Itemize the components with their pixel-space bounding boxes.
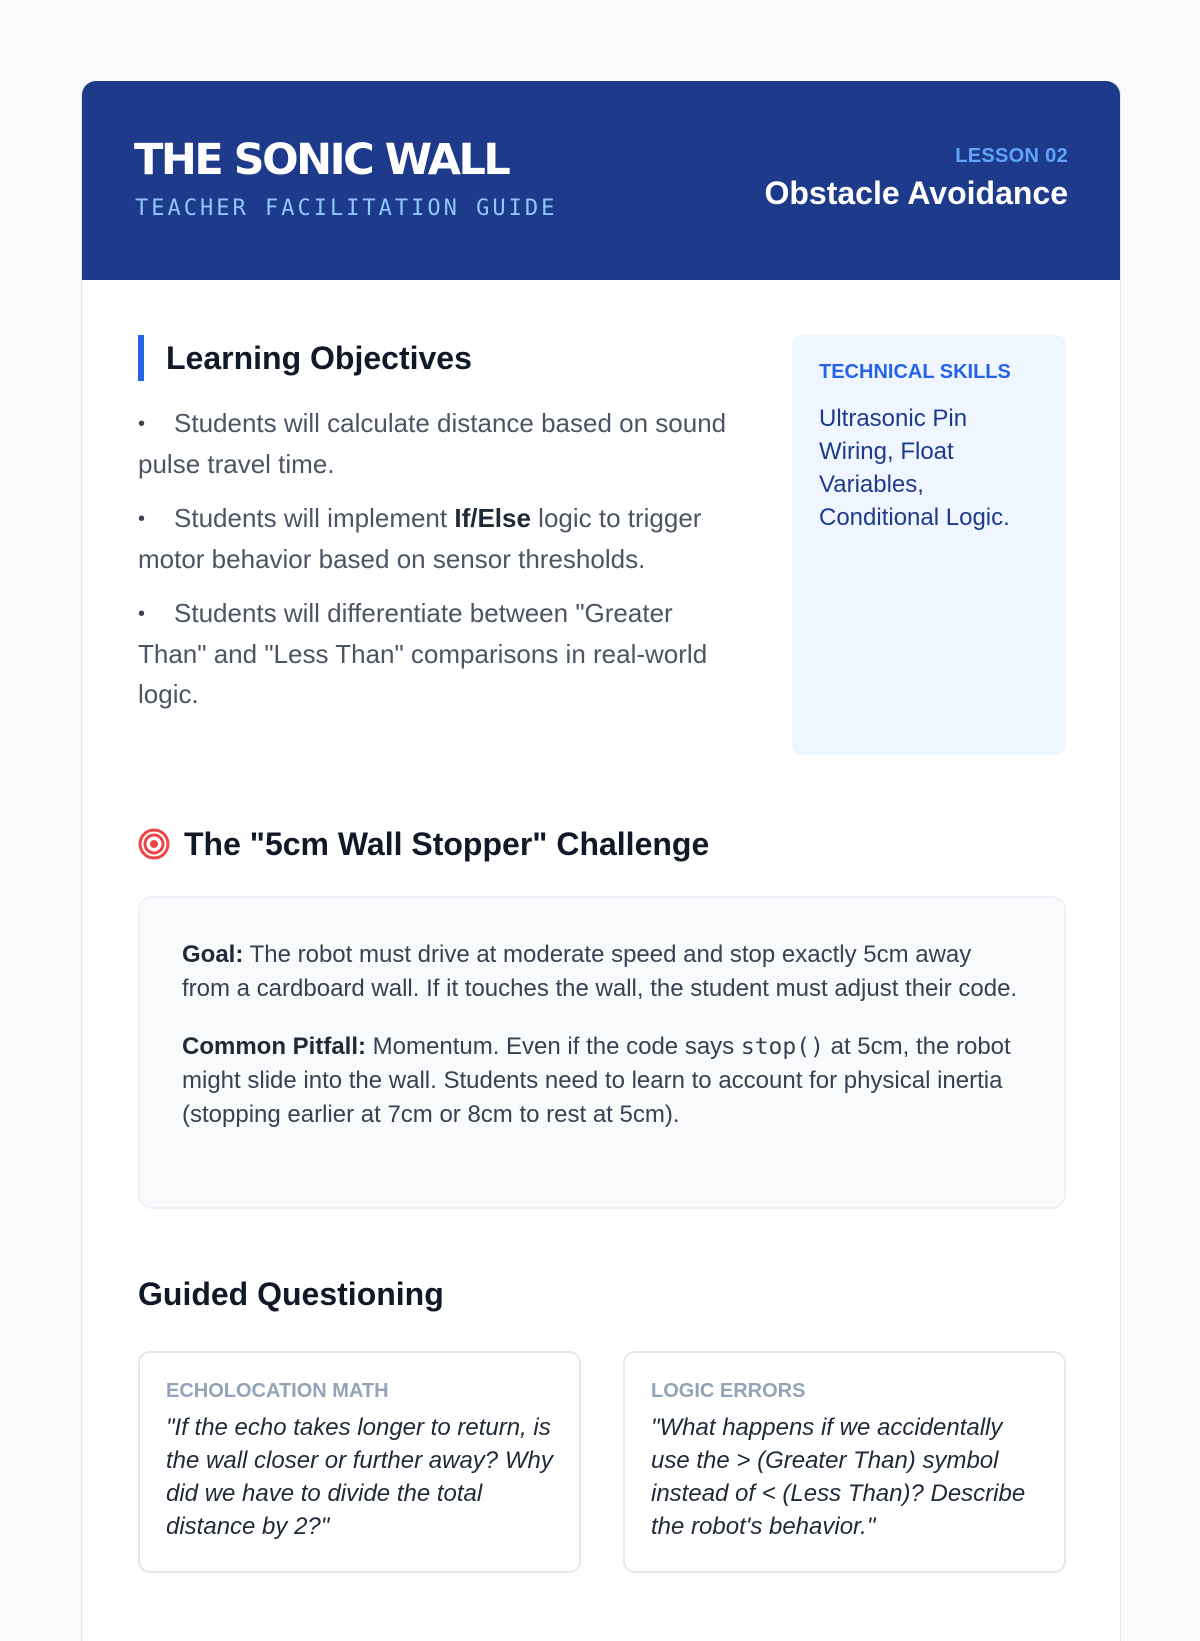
objectives-list — [138, 403, 738, 714]
question-card-label: ECHOLOCATION MATH — [166, 1380, 389, 1402]
lesson-guide-page — [81, 81, 1121, 1641]
question-card-text: "If the echo takes longer to return, is the wall closer or further away? Why did we have to divide the total distance by 2?" — [166, 1414, 553, 1540]
guide-subtitle: TEACHER FACILITATION GUIDE — [135, 196, 558, 221]
challenge-pitfall — [182, 1030, 1022, 1132]
list-item — [138, 593, 738, 714]
challenge-panel — [138, 896, 1066, 1209]
challenge-heading: The "5cm Wall Stopper" Challenge — [184, 825, 710, 862]
question-card-text: "What happens if we accidentally use the > (Greater Than) symbol instead of < (Less Than)? Describe the robot's behavior." — [651, 1414, 1026, 1540]
pitfall-code: stop() — [740, 1034, 824, 1060]
goal-text: The robot must drive at moderate speed and stop exactly 5cm away from a cardboard wall. If it touches the wall, the student must adjust their code. — [182, 941, 1018, 1002]
guided-questioning-heading: Guided Questioning — [138, 1276, 444, 1312]
technical-skills-panel — [792, 335, 1066, 755]
target-icon — [138, 828, 170, 860]
objective-text-end: logic to trigger motor behavior based on sensor thresholds. — [138, 503, 702, 574]
bullet-icon: • — [138, 603, 146, 625]
technical-skills-text: Ultrasonic Pin Wiring, Float Variables, Conditional Logic. — [819, 405, 1010, 531]
list-item — [138, 403, 738, 484]
technical-skills-heading: TECHNICAL SKILLS — [819, 361, 1011, 383]
question-card-logic-errors — [623, 1351, 1066, 1573]
goal-label: Goal: — [182, 941, 244, 968]
pitfall-text-start: Momentum. Even if the code says — [366, 1033, 741, 1060]
learning-objectives-section — [138, 335, 738, 728]
list-item — [138, 498, 738, 579]
objective-emphasis: If/Else — [454, 503, 531, 533]
objective-text: Students will differentiate between "Greater Than" and "Less Than" comparisons in real-world logic. — [138, 598, 708, 709]
bullet-icon: • — [138, 508, 146, 530]
guide-title: THE SONIC WALL — [134, 135, 509, 185]
question-card-label: LOGIC ERRORS — [651, 1380, 806, 1402]
guide-header — [82, 81, 1120, 280]
lesson-title: Obstacle Avoidance — [764, 175, 1068, 211]
lesson-number: LESSON 02 — [955, 145, 1068, 167]
objective-text: Students will calculate distance based on sound pulse travel time. — [138, 408, 727, 479]
objective-text-start: Students will implement — [174, 503, 455, 533]
learning-objectives-heading: Learning Objectives — [138, 335, 738, 381]
bullet-icon: • — [138, 413, 146, 435]
challenge-heading-row — [138, 822, 709, 866]
pitfall-label: Common Pitfall: — [182, 1033, 366, 1060]
question-card-echolocation — [138, 1351, 581, 1573]
challenge-goal — [182, 938, 1022, 1006]
pitfall-text-end: at 5cm, the robot might slide into the wall. Students need to learn to account for physical inertia (stopping earlier at 7cm or 8cm to rest at 5cm). — [182, 1033, 1011, 1128]
